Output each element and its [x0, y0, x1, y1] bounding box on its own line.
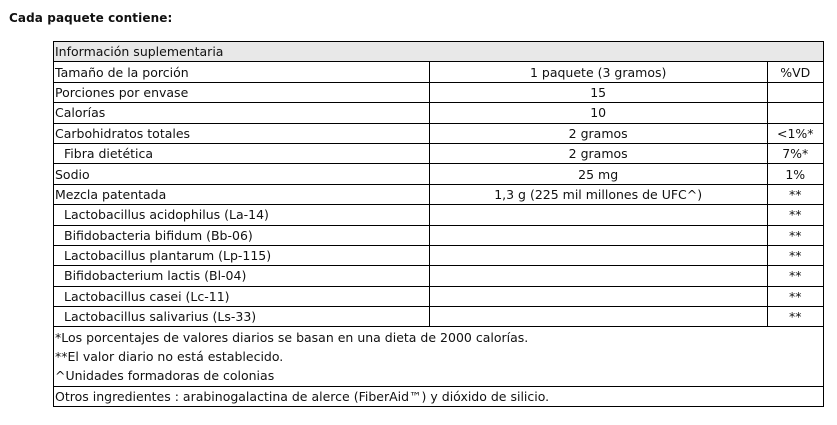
nutrient-amount	[429, 225, 767, 245]
section-heading: Cada paquete contiene:	[9, 11, 173, 25]
table-title-row	[54, 42, 824, 62]
nutrient-label: Fibra dietética	[54, 143, 430, 163]
nutrient-label: Lactobacillus casei (Lc-11)	[54, 286, 430, 306]
footnote-cfu: ^Unidades formadoras de colonias	[54, 366, 824, 386]
other-ingredients: Otros ingredientes : arabinogalactina de alerce (FiberAid™) y dióxido de silicio.	[54, 386, 824, 406]
table-row	[54, 286, 824, 306]
nutrient-dv: 7%*	[767, 143, 823, 163]
table-row	[54, 143, 824, 163]
nutrient-dv: **	[767, 307, 823, 327]
nutrient-dv: **	[767, 286, 823, 306]
nutrient-label: Lactobacillus acidophilus (La-14)	[54, 205, 430, 225]
nutrient-dv: **	[767, 225, 823, 245]
nutrient-label: Lactobacillus plantarum (Lp-115)	[54, 245, 430, 265]
table-row	[54, 205, 824, 225]
nutrient-dv: **	[767, 205, 823, 225]
serving-size-value: 1 paquete (3 gramos)	[429, 62, 767, 82]
table-row	[54, 184, 824, 204]
nutrient-dv	[767, 82, 823, 102]
nutrient-label: Sodio	[54, 164, 430, 184]
footnote-row	[54, 347, 824, 366]
table-title: Información suplementaria	[54, 42, 824, 62]
table-row	[54, 82, 824, 102]
table-row	[54, 164, 824, 184]
footnote-row	[54, 327, 824, 347]
nutrient-dv: <1%*	[767, 123, 823, 143]
nutrient-label: Lactobacillus salivarius (Ls-33)	[54, 307, 430, 327]
serving-size-label: Tamaño de la porción	[54, 62, 430, 82]
nutrient-label: Bifidobacterium lactis (Bl-04)	[54, 266, 430, 286]
footnote-daily-value: *Los porcentajes de valores diarios se basan en una dieta de 2000 calorías.	[54, 327, 824, 347]
table-row	[54, 307, 824, 327]
other-ingredients-row	[54, 386, 824, 406]
table-row	[54, 103, 824, 123]
footnote-not-established: **El valor diario no está establecido.	[54, 347, 824, 366]
nutrient-label: Porciones por envase	[54, 82, 430, 102]
nutrient-amount: 1,3 g (225 mil millones de UFC^)	[429, 184, 767, 204]
nutrient-amount	[429, 307, 767, 327]
serving-size-row	[54, 62, 824, 82]
footnote-row	[54, 366, 824, 386]
nutrient-amount	[429, 245, 767, 265]
table-row	[54, 225, 824, 245]
table-row	[54, 245, 824, 265]
nutrient-amount: 2 gramos	[429, 123, 767, 143]
nutrient-dv: **	[767, 266, 823, 286]
table-row	[54, 123, 824, 143]
daily-value-header: %VD	[767, 62, 823, 82]
nutrient-dv: 1%	[767, 164, 823, 184]
nutrient-amount: 2 gramos	[429, 143, 767, 163]
nutrient-amount	[429, 266, 767, 286]
nutrient-amount: 25 mg	[429, 164, 767, 184]
nutrient-dv: **	[767, 184, 823, 204]
nutrient-amount	[429, 286, 767, 306]
nutrient-label: Mezcla patentada	[54, 184, 430, 204]
nutrient-label: Carbohidratos totales	[54, 123, 430, 143]
nutrient-label: Bifidobacteria bifidum (Bb-06)	[54, 225, 430, 245]
nutrient-dv: **	[767, 245, 823, 265]
nutrient-amount: 10	[429, 103, 767, 123]
nutrient-amount	[429, 205, 767, 225]
nutrient-dv	[767, 103, 823, 123]
supplement-facts-table	[53, 41, 824, 407]
table-row	[54, 266, 824, 286]
nutrient-amount: 15	[429, 82, 767, 102]
nutrient-label: Calorías	[54, 103, 430, 123]
